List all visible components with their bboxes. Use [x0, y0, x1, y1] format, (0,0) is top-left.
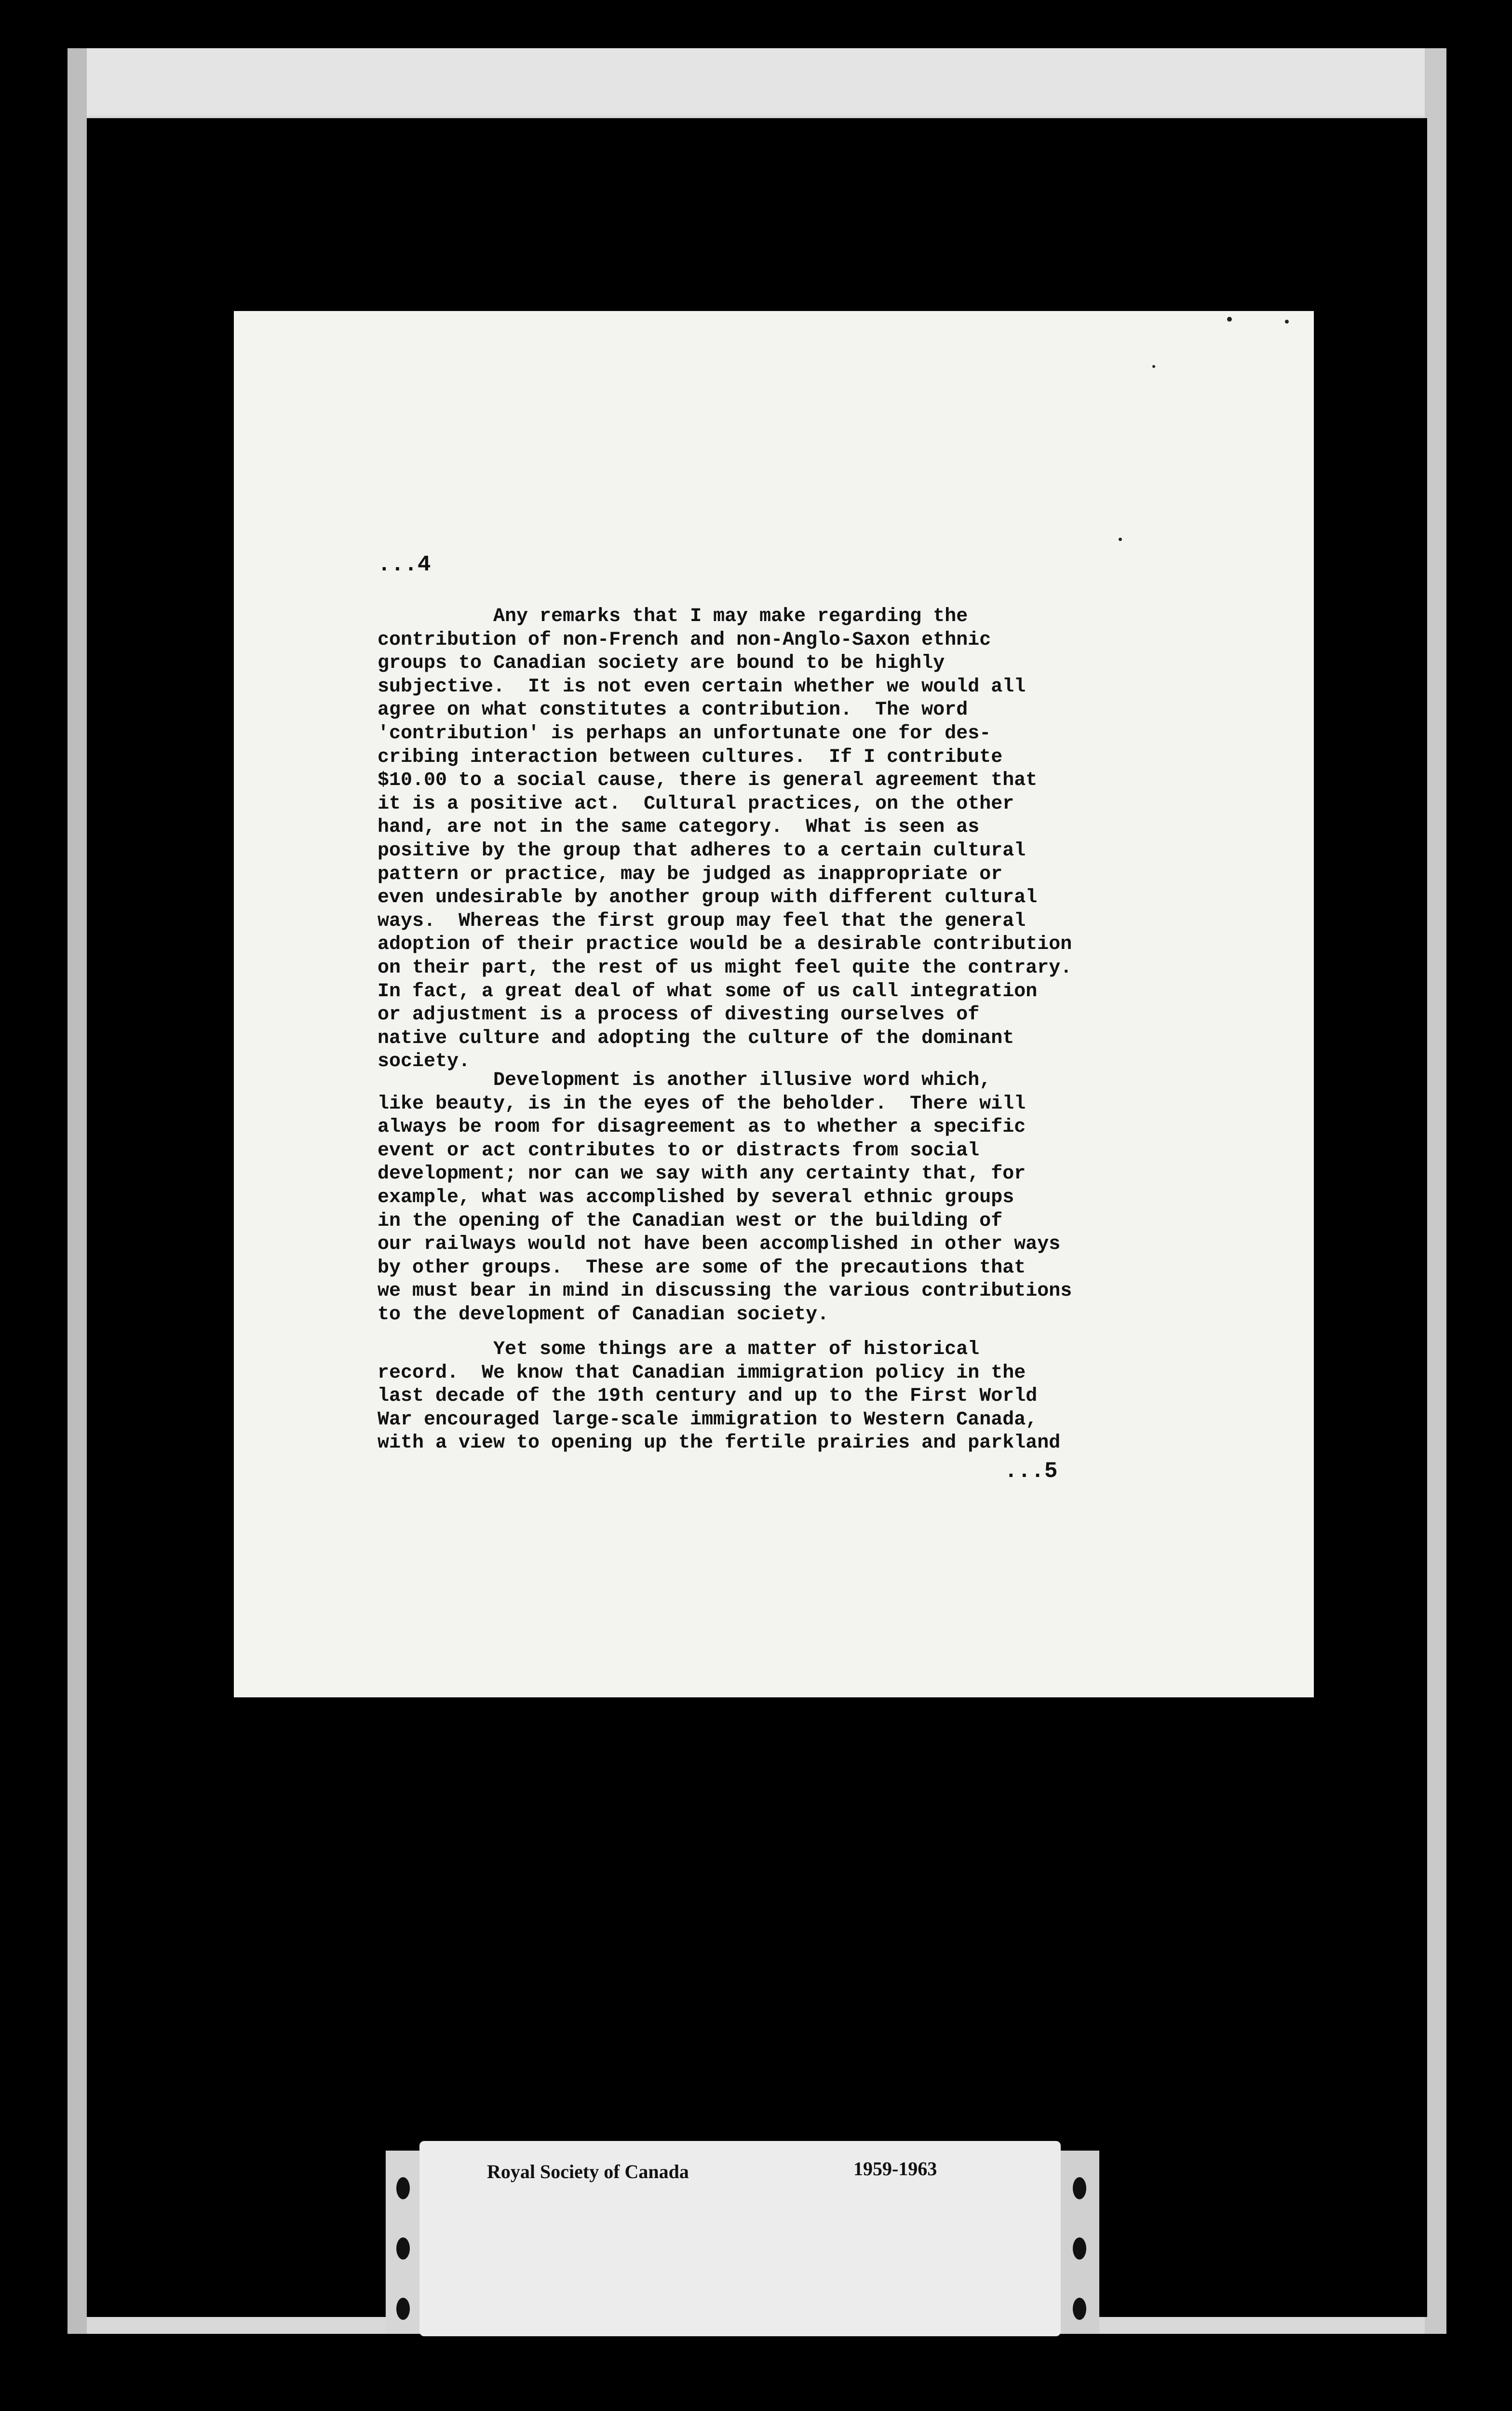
text-line: development; nor can we say with any certainty that, for: [378, 1163, 1026, 1185]
film-left-edge: [68, 48, 87, 2334]
text-line: 'contribution' is perhaps an unfortunate one for des-: [378, 722, 991, 745]
dust-speck: [1285, 320, 1289, 324]
text-line: contribution of non-French and non-Anglo-Saxon ethnic: [378, 629, 991, 651]
text-line: or adjustment is a process of divesting ourselves of: [378, 1004, 980, 1026]
text-line: by other groups. These are some of the precautions that: [378, 1257, 1026, 1279]
card-hole: [1073, 2237, 1086, 2260]
text-line: hand, are not in the same category. What is seen as: [378, 816, 980, 839]
text-line: on their part, the rest of us might feel quite the contrary.: [378, 957, 1072, 979]
text-line: society.: [378, 1051, 471, 1073]
archive-label: [419, 2141, 1061, 2336]
text-line: example, what was accomplished by several ethnic groups: [378, 1186, 1014, 1208]
text-line: to the development of Canadian society.: [378, 1303, 829, 1326]
text-line: we must bear in mind in discussing the various contributions: [378, 1280, 1072, 1302]
text-line: Yet some things are a matter of historical: [378, 1339, 980, 1360]
text-line: record. We know that Canadian immigration policy in the: [378, 1362, 1026, 1384]
card-hole: [1073, 2177, 1086, 2199]
text-line: last decade of the 19th century and up to the First World: [378, 1385, 1038, 1408]
text-line: like beauty, is in the eyes of the beholder. There will: [378, 1093, 1026, 1115]
text-line: cribing interaction between cultures. If I contribute: [378, 746, 1003, 768]
paragraph-2: [378, 1069, 1072, 1327]
card-hole: [396, 2177, 410, 2199]
text-line: positive by the group that adheres to a certain cultural: [378, 840, 1026, 862]
text-line: native culture and adopting the culture of the dominant: [378, 1027, 1014, 1049]
text-line: Any remarks that I may make regarding the: [378, 606, 968, 627]
film-border-top: [68, 48, 1446, 116]
typewritten-page: [234, 311, 1314, 1697]
text-line: adoption of their practice would be a desirable contribution: [378, 934, 1072, 956]
text-line: subjective. It is not even certain whether we would all: [378, 676, 1026, 698]
text-line: pattern or practice, may be judged as inappropriate or: [378, 863, 1003, 885]
dust-speck: [1119, 538, 1122, 541]
text-line: even undesirable by another group with different cultural: [378, 887, 1038, 909]
text-line: groups to Canadian society are bound to be highly: [378, 652, 945, 675]
page-number-marker-top: ...4: [378, 552, 431, 577]
paragraph-3: [378, 1338, 1060, 1455]
text-line: our railways would not have been accomplished in other ways: [378, 1233, 1061, 1256]
collection-name: Royal Society of Canada: [487, 2161, 689, 2182]
card-hole: [396, 2298, 410, 2320]
text-line: agree on what constitutes a contribution. The word: [378, 699, 968, 721]
text-line: with a view to opening up the fertile prairies and parkland: [378, 1432, 1061, 1454]
text-line: in the opening of the Canadian west or the building of: [378, 1210, 1003, 1232]
text-line: it is a positive act. Cultural practices, on the other: [378, 793, 1014, 815]
text-line: Development is another illusive word which,: [378, 1070, 991, 1091]
text-line: ways. Whereas the first group may feel that the general: [378, 910, 1026, 932]
text-line: always be room for disagreement as to whether a specific: [378, 1116, 1026, 1138]
text-line: In fact, a great deal of what some of us call integration: [378, 980, 1038, 1002]
text-line: event or act contributes to or distracts from social: [378, 1139, 980, 1162]
dust-speck: [1152, 365, 1155, 368]
dust-speck: [1227, 317, 1232, 322]
text-line: $10.00 to a social cause, there is general agreement that: [378, 770, 1038, 792]
page-number-marker-bottom: ...5: [1004, 1459, 1058, 1484]
paragraph-1: [378, 605, 1072, 1074]
collection-dates: 1959-1963: [853, 2158, 937, 2180]
card-hole: [1073, 2298, 1086, 2320]
card-hole: [396, 2237, 410, 2260]
film-right-edge: [1425, 48, 1446, 2334]
text-line: War encouraged large-scale immigration to Western Canada,: [378, 1409, 1038, 1431]
